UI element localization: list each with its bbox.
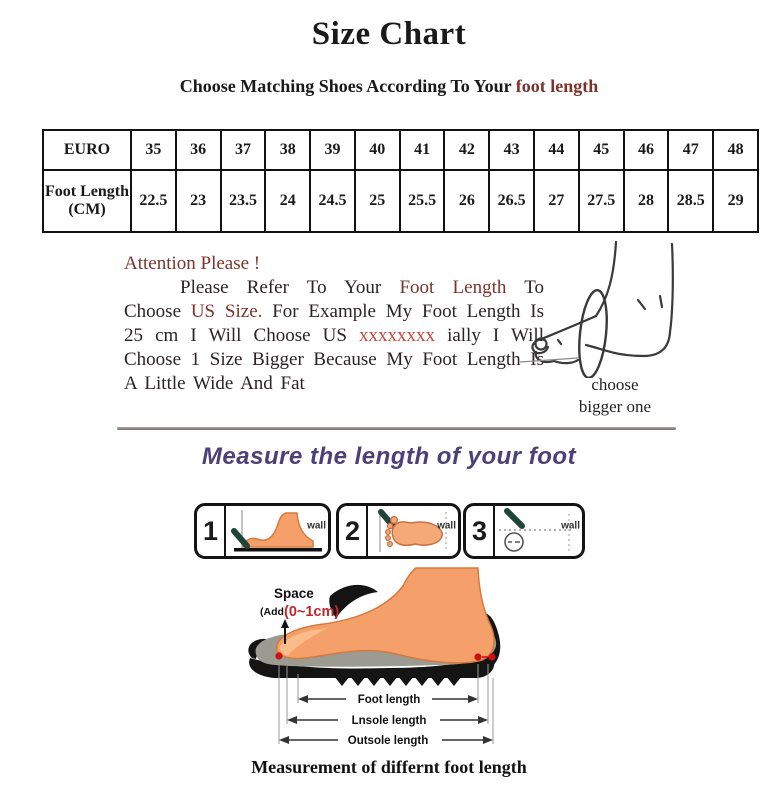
foot-length-diagram	[238, 566, 548, 762]
foot-length-cell: 23.5	[221, 170, 266, 232]
euro-header-cell: EURO	[43, 130, 131, 170]
bottom-caption: Measurement of differnt foot length	[251, 757, 527, 777]
choose-bigger-note	[535, 374, 695, 418]
foot-length-cell: 29	[713, 170, 758, 232]
foot-length-cell: 25.5	[400, 170, 445, 232]
table-row-euro	[43, 130, 758, 170]
attention-block	[124, 253, 544, 396]
foot-length-cell: 28.5	[668, 170, 713, 232]
euro-size-cell: 42	[444, 130, 489, 170]
toe-marker-dot	[275, 652, 282, 659]
euro-size-cell: 48	[713, 130, 758, 170]
arrowhead	[478, 716, 488, 724]
foot-length-cell: 28	[624, 170, 669, 232]
arrowhead	[287, 716, 297, 724]
ankle-dash-1	[638, 300, 645, 309]
attention-text-segment: ially I Will Choose 1 Size Bigger Because My Foot Length Is A Little Wide And Fat	[124, 324, 544, 394]
step-1-wall-label: wall	[307, 520, 326, 532]
step-2-art	[368, 506, 458, 556]
foot-length-cell: 25	[355, 170, 400, 232]
foot-length-cell: 24	[265, 170, 310, 232]
euro-size-cell: 37	[221, 130, 266, 170]
measure-section-heading: Measure the length of your foot	[201, 443, 577, 470]
attention-text-segment: Please Refer To Your	[180, 277, 400, 298]
step-2-number: 2	[339, 506, 368, 556]
space-range-label: (0~1cm)	[284, 604, 340, 620]
page-title: Size Chart	[311, 16, 467, 52]
foot-length-cell: 22.5	[131, 170, 176, 232]
space-label: Space	[274, 586, 314, 601]
euro-size-cell: 38	[265, 130, 310, 170]
attention-text-segment: US Size.	[190, 300, 263, 322]
heel-bottom-line	[586, 332, 670, 356]
euro-size-cell: 40	[355, 130, 400, 170]
measuring-step-3-panel	[463, 503, 585, 559]
measuring-step-2-panel	[336, 503, 461, 559]
foot-length-cell: 26	[444, 170, 489, 232]
heel-marker-dot-1	[474, 653, 481, 660]
toe-circle	[536, 339, 547, 350]
attention-text-segment: For Example My Foot Length Is 25 cm I Will Choose US	[124, 300, 545, 346]
shin-back-line	[670, 244, 673, 332]
euro-size-cell: 36	[176, 130, 221, 170]
step-1-number: 1	[197, 506, 226, 556]
foot-sketch-illustration	[520, 236, 705, 378]
instep-line	[544, 316, 596, 338]
subtitle-text: Choose Matching Shoes According To Your	[179, 76, 516, 96]
euro-size-cell: 41	[400, 130, 445, 170]
table-row-foot-length	[43, 170, 758, 232]
ankle-dash-2	[660, 296, 662, 307]
pen-icon	[507, 511, 522, 526]
size-conversion-table	[42, 129, 759, 233]
attention-text-segment: xxxxxxxx	[358, 324, 435, 346]
arrowhead	[298, 695, 308, 703]
euro-size-cell: 45	[579, 130, 624, 170]
foot-length-header-cell: Foot Length (CM)	[43, 170, 131, 232]
arrowhead	[279, 736, 289, 744]
attention-heading: Attention Please !	[124, 253, 261, 274]
foot-length-cell: 24.5	[310, 170, 355, 232]
foot-length-label: Foot length	[357, 694, 421, 706]
choose-note-line2: bigger one	[578, 397, 652, 417]
choose-note-line1: choose	[591, 375, 639, 394]
step-3-wall-label: wall	[561, 520, 580, 532]
measuring-circle-icon	[505, 533, 523, 551]
foot-length-cell: 27.5	[579, 170, 624, 232]
foot-length-cell: 23	[176, 170, 221, 232]
euro-size-cell: 43	[489, 130, 534, 170]
euro-size-cell: 39	[310, 130, 355, 170]
space-add-label: (Add	[260, 606, 284, 618]
subtitle-highlight: foot length	[515, 76, 599, 96]
euro-size-cell: 35	[131, 130, 176, 170]
foot-length-cell: 26.5	[489, 170, 534, 232]
step-3-number: 3	[466, 506, 495, 556]
measuring-step-1-panel	[194, 503, 331, 559]
step-1-art	[226, 506, 328, 556]
attention-text-segment: Foot Length	[399, 277, 507, 298]
page-subtitle	[0, 76, 778, 97]
euro-size-cell: 44	[534, 130, 579, 170]
attention-text-segment: To Choose	[124, 277, 544, 322]
attention-paragraph	[124, 276, 544, 396]
heel-marker-dot-2	[488, 653, 495, 660]
arrowhead	[483, 736, 493, 744]
arrowhead	[468, 695, 478, 703]
space-arrow-up	[281, 619, 289, 628]
instep-dash	[558, 340, 561, 344]
pen-icon	[234, 531, 247, 546]
outsole-length-label: Outsole length	[347, 735, 429, 747]
step-2-wall-label: wall	[437, 520, 456, 532]
insole-length-label: Lnsole length	[351, 715, 427, 727]
foot-length-cell: 27	[534, 170, 579, 232]
euro-size-cell: 47	[668, 130, 713, 170]
euro-size-cell: 46	[624, 130, 669, 170]
measuring-tape-loop	[575, 289, 610, 378]
section-divider	[117, 427, 676, 430]
step-3-art	[495, 506, 582, 556]
